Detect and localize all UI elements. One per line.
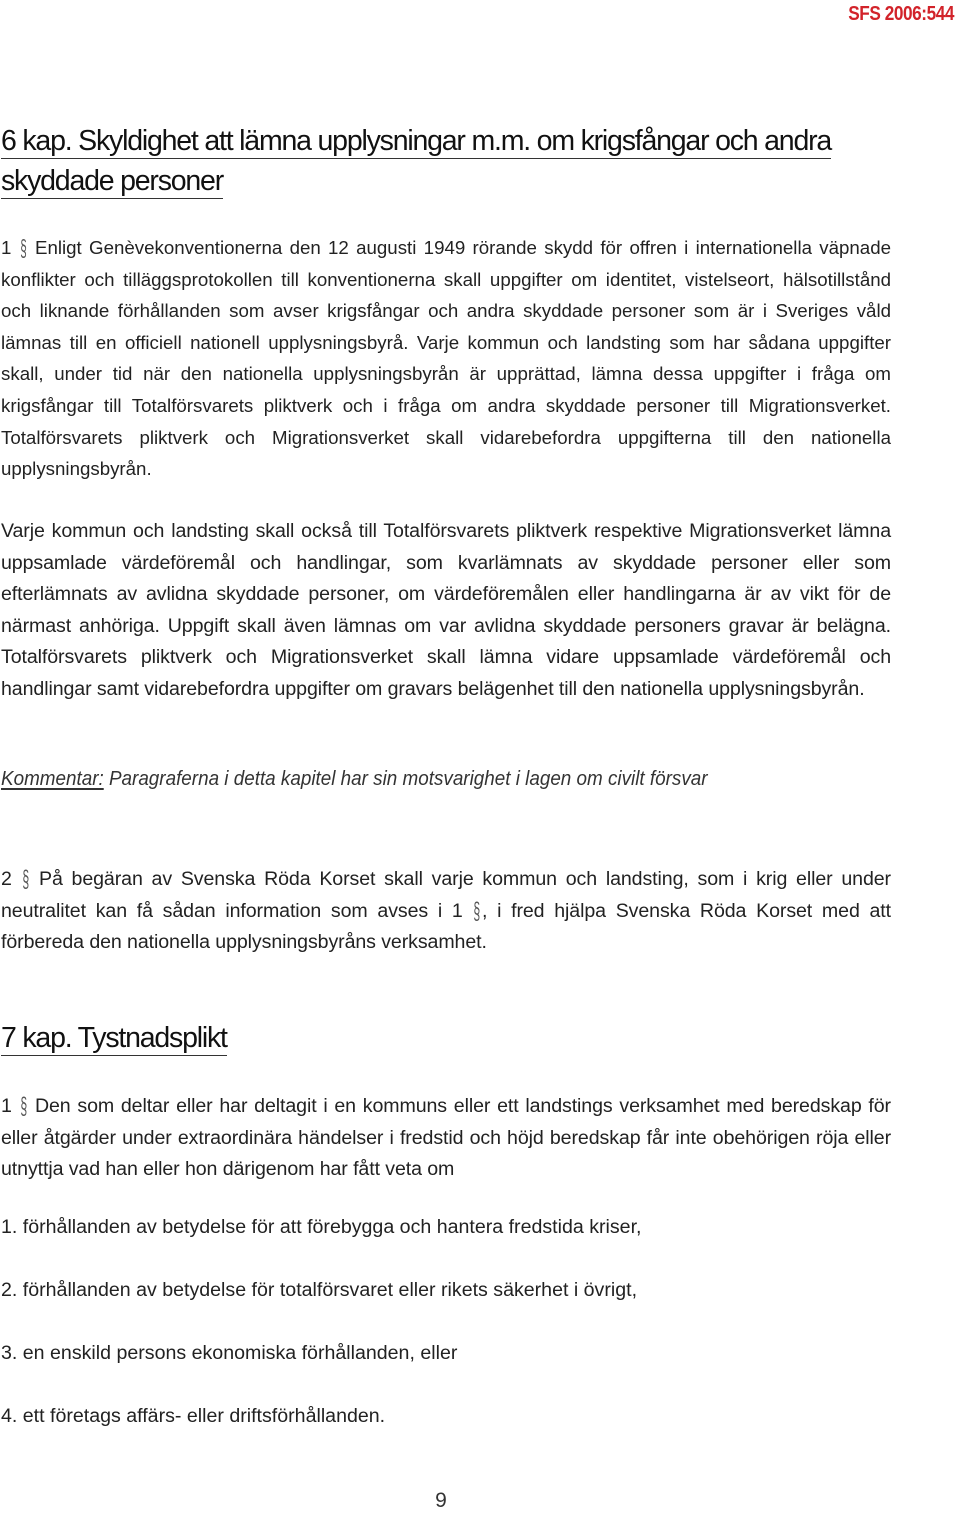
chapter-6-section-2 <box>1 864 891 959</box>
list-item: 1. förhållanden av betydelse för att förebygga och hantera fredstida kriser, <box>1 1216 642 1238</box>
section-text-part2: , i fred hjälpa Svenska Röda Korset med att förbereda den nationella upplysningsbyråns verksamhet. <box>1 899 891 953</box>
section-number: 1 <box>1 1095 12 1117</box>
section-text-part1: På begäran av Svenska Röda Korset skall varje kommun och landsting, som i krig eller under neutralitet kan få sådan information som avses i 1 <box>1 868 891 922</box>
chapter-6-heading <box>1 121 831 201</box>
list-item: 2. förhållanden av betydelse för totalförsvaret eller rikets säkerhet i övrigt, <box>1 1279 638 1301</box>
list-item: 3. en enskild persons ekonomiska förhållanden, eller <box>1 1342 458 1364</box>
chapter-6-heading-line1: 6 kap. Skyldighet att lämna upplysningar m.m. om krigsfångar och andra <box>1 125 832 157</box>
section-symbol-icon: § <box>19 235 27 261</box>
section-text: Den som deltar eller har deltagit i en kommuns eller ett landstings verksamhet med beredskap för eller åtgärder under extraordinära händelser i fredstid och höjd beredskap får inte obehörigen röja eller utnyttja vad han eller hon därigenom har fått veta om <box>1 1095 891 1180</box>
comment-text: Paragraferna i detta kapitel har sin motsvarighet i lagen om civilt försvar <box>108 767 708 790</box>
page-number: 9 <box>435 1489 447 1512</box>
comment <box>1 767 708 791</box>
section-number: 1 <box>1 237 12 258</box>
sfs-reference: SFS 2006:544 <box>848 3 954 25</box>
chapter-6-heading-line2: skyddade personer <box>1 165 224 197</box>
comment-label: Kommentar: <box>1 767 104 790</box>
chapter-7-heading <box>1 1018 227 1058</box>
chapter-6-section-1 <box>1 232 891 485</box>
section-text: Enligt Genèvekonventionerna den 12 augusti 1949 rörande skydd för offren i internationella väpnade konflikter och tilläggsprotokollen till konventionerna skall uppgifter om identitet, vistelseort, hälsotillstånd och liknande förhållanden som avser krigsfångar och andra skyddade personer som är i Sveriges våld lämnas till en officiell nationell upplysningsbyrå. Varje kommun och landsting som har sådana uppgifter skall, under tid när den nationella upplysningsbyrån är upprättad, lämna dessa uppgifter i fråga om krigsfångar till Totalförsvarets pliktverk och i fråga om andra skyddade personer till Migrationsverket. Totalförsvarets pliktverk och Migrationsverket skall vidarebefordra uppgifterna till den nationella upplysningsbyrån. <box>1 237 891 480</box>
section-symbol-icon: § <box>22 866 29 893</box>
section-symbol-icon: § <box>473 897 481 925</box>
chapter-6-section-1-second-paragraph: Varje kommun och landsting skall också till Totalförsvarets pliktverk respektive Migrationsverket lämna uppsamlade värdeföremål och handlingar, som kvarlämnats av skyddade personer eller som efterlämnats av avlidna skyddade personer, om värdeföremålen eller handlingarna är av vikt för de närmast anhöriga. Uppgift skall även lämnas om var avlidna skyddade personers gravar är belägna. Totalförsvarets pliktverk och Migrationsverket skall lämna vidare uppsamlade värdeföremål och handlingar samt vidarebefordra uppgifter om gravars belägenhet till den nationella upplysningsbyrån. <box>1 520 891 700</box>
section-number: 2 <box>1 868 12 890</box>
chapter-7-section-1 <box>1 1091 891 1186</box>
chapter-7-heading-text: 7 kap. Tystnadsplikt <box>1 1022 227 1054</box>
list-item: 4. ett företags affärs- eller driftsförhållanden. <box>1 1405 386 1427</box>
section-symbol-icon: § <box>19 1093 27 1120</box>
